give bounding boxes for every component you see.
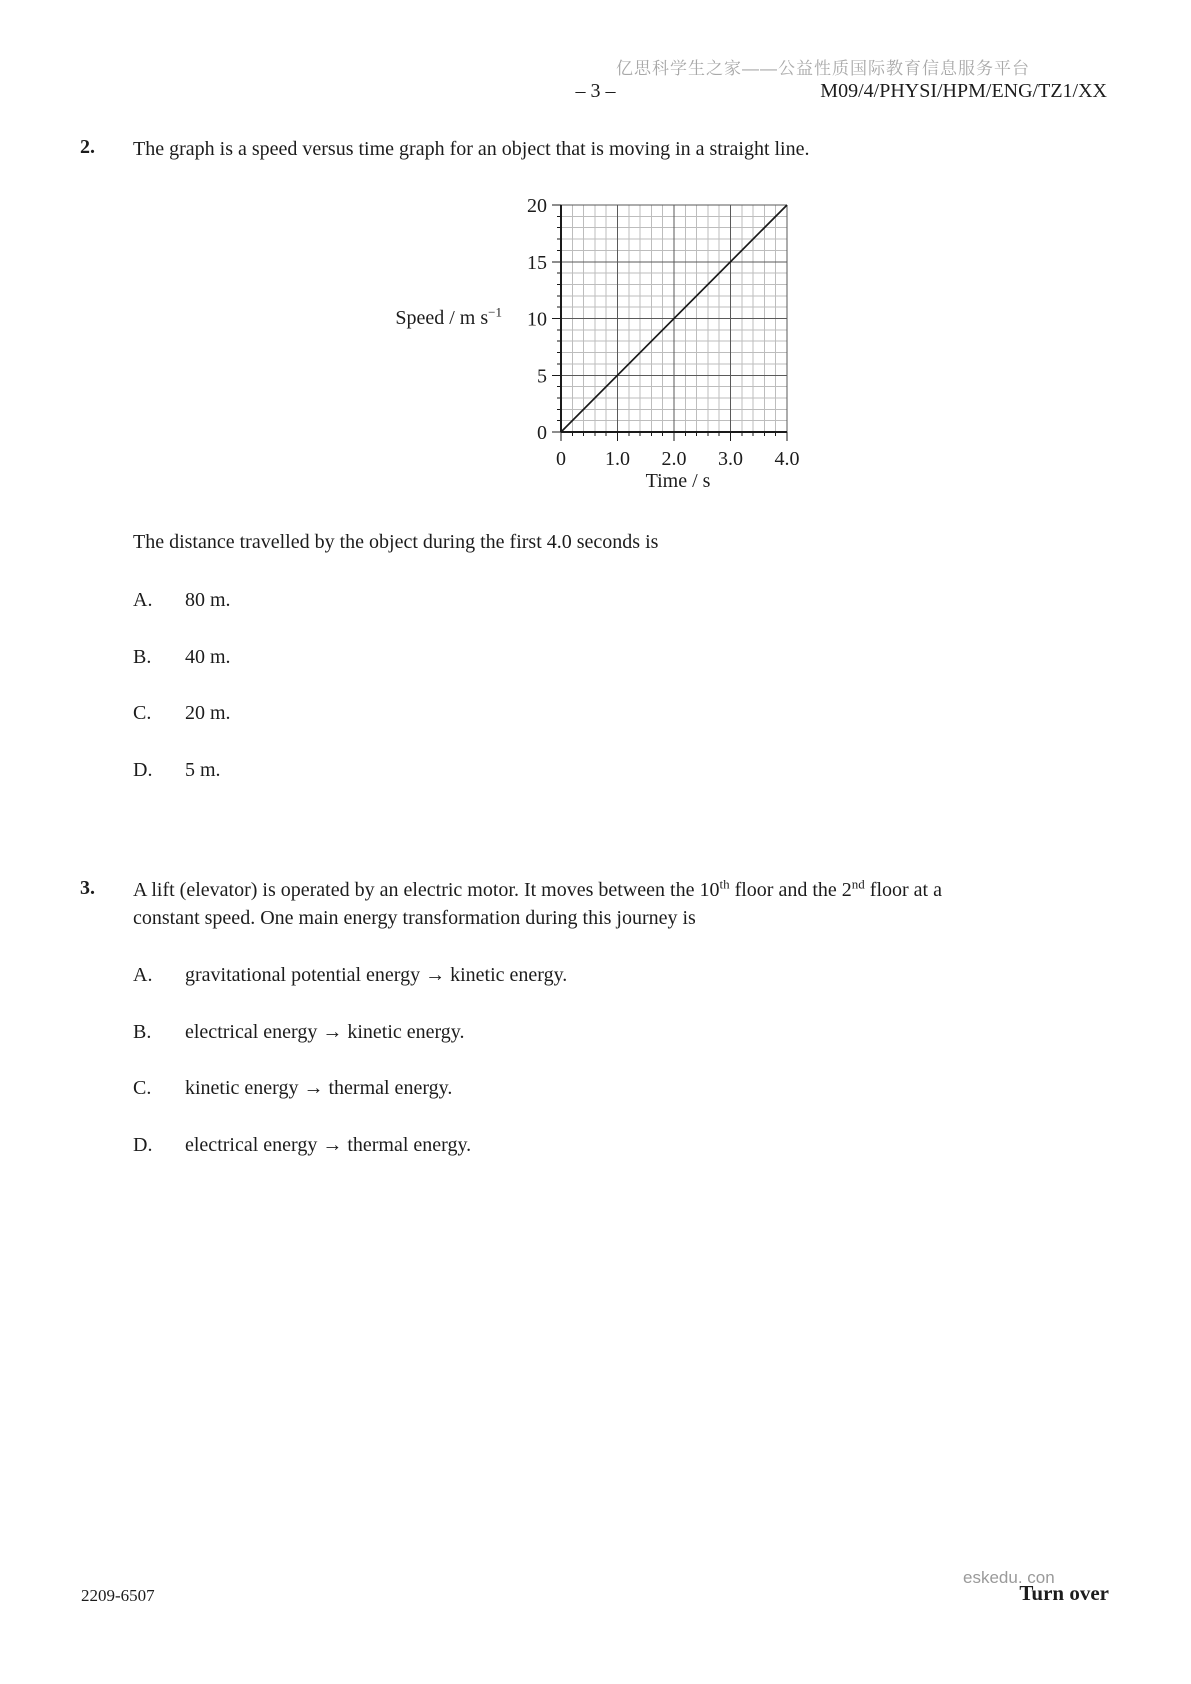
option-text: 5 m. — [185, 759, 221, 781]
question-3-option-b — [133, 1021, 465, 1044]
option-text: 20 m. — [185, 702, 231, 724]
stem-text: floor and the 2 — [729, 879, 852, 901]
option-text: electrical energy → kinetic energy. — [185, 1021, 465, 1043]
option-text: 80 m. — [185, 589, 231, 611]
speed-time-graph-svg — [511, 193, 815, 482]
question-2-option-a — [133, 589, 231, 612]
question-3-stem-line-2: constant speed. One main energy transformation during this journey is — [133, 907, 696, 929]
question-2-prompt: The distance travelled by the object during the first 4.0 seconds is — [133, 531, 659, 553]
y-axis-label-text: Speed / m s — [395, 307, 489, 329]
option-text: electrical energy → thermal energy. — [185, 1134, 472, 1156]
x-tick-label: 1.0 — [605, 448, 630, 470]
graph-y-axis-label — [350, 304, 502, 330]
footer-watermark: eskedu. con — [963, 1568, 1055, 1587]
question-3-option-a — [133, 964, 567, 987]
footer-doc-code: 2209-6507 — [81, 1586, 155, 1605]
question-3-number: 3. — [80, 877, 95, 899]
stem-text: floor at a — [864, 879, 942, 901]
x-tick-label: 2.0 — [661, 448, 687, 470]
stem-text: A lift (elevator) is operated by an electric motor. It moves between the 10 — [133, 879, 720, 901]
page-number: – 3 – — [575, 80, 616, 102]
option-letter: D. — [133, 759, 153, 781]
y-tick-label: 0 — [537, 422, 547, 444]
graph-x-axis-label: Time / s — [645, 470, 711, 492]
y-tick-label: 5 — [537, 365, 547, 388]
question-2-option-d — [133, 759, 221, 782]
question-3-option-c — [133, 1077, 452, 1100]
paper-code: M09/4/PHYSI/HPM/ENG/TZ1/XX — [820, 80, 1107, 102]
question-2-option-c — [133, 702, 231, 725]
option-text: kinetic energy → thermal energy. — [185, 1077, 453, 1099]
x-tick-label: 0 — [556, 448, 566, 470]
option-letter: C. — [133, 702, 152, 724]
y-axis-label-superscript: −1 — [488, 304, 502, 320]
option-letter: B. — [133, 1021, 152, 1043]
question-2-stem: The graph is a speed versus time graph for an object that is moving in a straight line. — [133, 138, 810, 160]
y-tick-label: 10 — [527, 308, 547, 331]
y-tick-label: 20 — [527, 195, 547, 217]
option-letter: D. — [133, 1134, 153, 1156]
y-tick-label: 15 — [527, 251, 547, 274]
question-2-number: 2. — [80, 136, 95, 158]
header-watermark: 亿思科学生之家——公益性质国际教育信息服务平台 — [616, 59, 1030, 78]
stem-superscript-nd: nd — [851, 876, 865, 892]
option-letter: A. — [133, 589, 153, 611]
option-letter: B. — [133, 646, 152, 668]
option-text: 40 m. — [185, 646, 231, 668]
x-tick-label: 3.0 — [718, 448, 743, 470]
turn-over-label: Turn over — [1019, 1581, 1109, 1605]
stem-superscript-th: th — [719, 876, 730, 892]
option-text: gravitational potential energy → kinetic energy. — [185, 964, 568, 986]
x-tick-label: 4.0 — [774, 448, 800, 470]
option-letter: A. — [133, 964, 153, 986]
question-2-option-b — [133, 646, 231, 669]
option-letter: C. — [133, 1077, 152, 1099]
question-3-stem-line-1 — [133, 877, 942, 903]
question-3-option-d — [133, 1134, 471, 1157]
